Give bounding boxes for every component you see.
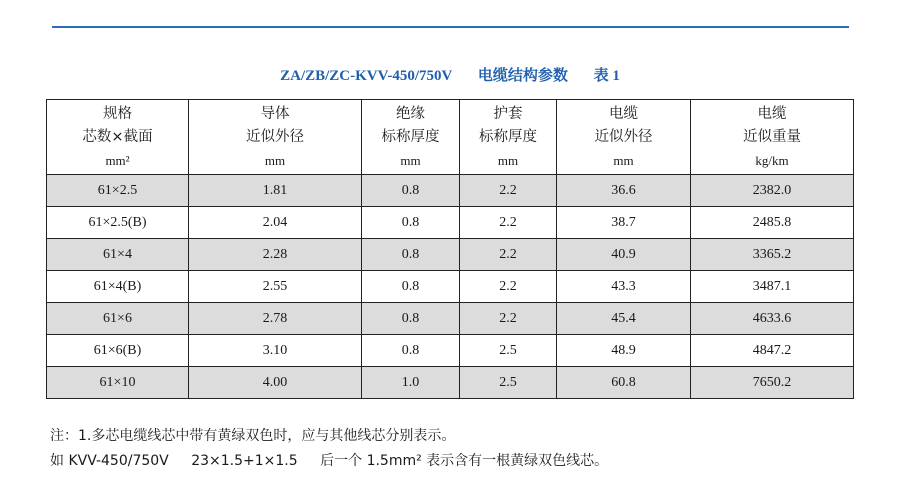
cell-insulation: 1.0 xyxy=(362,367,460,399)
notes xyxy=(50,424,626,474)
header-sheath xyxy=(460,100,557,175)
note-line-1: 注：1.多芯电缆线芯中带有黄绿双色时，应与其他线芯分别表示。 xyxy=(50,428,456,444)
cell-conductor: 2.78 xyxy=(189,303,362,335)
cell-sheath: 2.2 xyxy=(460,303,557,335)
cell-weight: 2382.0 xyxy=(691,175,854,207)
title-name: 电缆结构参数 xyxy=(477,68,568,84)
cell-weight: 4633.6 xyxy=(691,303,854,335)
cell-insulation: 0.8 xyxy=(362,335,460,367)
cell-sheath: 2.2 xyxy=(460,175,557,207)
header-unit: mm xyxy=(264,152,286,168)
table-row xyxy=(47,271,854,303)
cell-sheath: 2.2 xyxy=(460,271,557,303)
cell-spec: 61×6 xyxy=(47,303,189,335)
cell-conductor: 2.04 xyxy=(189,207,362,239)
header-spec xyxy=(47,100,189,175)
header-line2: 近似外径 xyxy=(246,128,304,145)
cell-weight: 4847.2 xyxy=(691,335,854,367)
header-cable-diameter xyxy=(557,100,691,175)
cell-insulation: 0.8 xyxy=(362,207,460,239)
cell-diameter: 43.3 xyxy=(557,271,691,303)
cell-weight: 2485.8 xyxy=(691,207,854,239)
note-line-2 xyxy=(50,449,626,474)
title-table-no: 表 1 xyxy=(593,68,620,84)
header-unit: mm xyxy=(613,152,634,168)
table-row xyxy=(47,207,854,239)
cell-diameter: 60.8 xyxy=(557,367,691,399)
cell-diameter: 48.9 xyxy=(557,335,691,367)
cell-conductor: 2.28 xyxy=(189,239,362,271)
header-line2: 标称厚度 xyxy=(381,128,440,145)
cell-sheath: 2.2 xyxy=(460,239,557,271)
cell-weight: 7650.2 xyxy=(691,367,854,399)
header-row xyxy=(47,100,854,175)
header-line1: 电缆 xyxy=(757,105,787,122)
header-line2: 芯数×截面 xyxy=(82,128,153,145)
cell-spec: 61×2.5(B) xyxy=(47,207,189,239)
header-line2: 标称厚度 xyxy=(479,128,537,145)
cell-spec: 61×2.5 xyxy=(47,175,189,207)
cell-spec: 61×6(B) xyxy=(47,335,189,367)
cell-diameter: 45.4 xyxy=(557,303,691,335)
cell-insulation: 0.8 xyxy=(362,303,460,335)
cell-diameter: 36.6 xyxy=(557,175,691,207)
note-example-model: 如 KVV-450/750V xyxy=(50,453,169,469)
cell-weight: 3487.1 xyxy=(691,271,854,303)
cell-spec: 61×4(B) xyxy=(47,271,189,303)
cable-params-table xyxy=(46,99,854,399)
cell-sheath: 2.2 xyxy=(460,207,557,239)
note-example-desc: 后一个 1.5mm² 表示含有一根黄绿双色线芯。 xyxy=(320,453,609,469)
cell-diameter: 38.7 xyxy=(557,207,691,239)
table-row xyxy=(47,303,854,335)
header-conductor xyxy=(189,100,362,175)
title-code: ZA/ZB/ZC-KVV-450/750V xyxy=(280,68,453,84)
cell-conductor: 1.81 xyxy=(189,175,362,207)
cell-conductor: 2.55 xyxy=(189,271,362,303)
note-example-spec: 23×1.5+1×1.5 xyxy=(191,453,298,469)
cell-insulation: 0.8 xyxy=(362,239,460,271)
cell-sheath: 2.5 xyxy=(460,335,557,367)
top-rule xyxy=(52,26,849,28)
header-unit: mm xyxy=(400,152,421,168)
cell-diameter: 40.9 xyxy=(557,239,691,271)
header-line2: 近似外径 xyxy=(594,128,653,145)
table-row xyxy=(47,175,854,207)
cell-sheath: 2.5 xyxy=(460,367,557,399)
header-line1: 规格 xyxy=(103,105,132,122)
header-line1: 导体 xyxy=(260,105,290,122)
header-cable-weight xyxy=(691,100,854,175)
table-row xyxy=(47,335,854,367)
header-line1: 绝缘 xyxy=(396,105,425,122)
header-unit: mm xyxy=(497,152,519,168)
table-title xyxy=(0,64,900,85)
cell-spec: 61×10 xyxy=(47,367,189,399)
cell-weight: 3365.2 xyxy=(691,239,854,271)
header-line1: 电缆 xyxy=(609,105,638,122)
cell-insulation: 0.8 xyxy=(362,175,460,207)
header-line1: 护套 xyxy=(493,105,523,122)
header-line2: 近似重量 xyxy=(743,128,801,145)
header-unit: kg/km xyxy=(755,152,789,168)
cell-insulation: 0.8 xyxy=(362,271,460,303)
header-unit: mm² xyxy=(105,152,130,168)
header-insulation xyxy=(362,100,460,175)
cell-conductor: 4.00 xyxy=(189,367,362,399)
table-row xyxy=(47,239,854,271)
cell-conductor: 3.10 xyxy=(189,335,362,367)
table-row xyxy=(47,367,854,399)
cell-spec: 61×4 xyxy=(47,239,189,271)
